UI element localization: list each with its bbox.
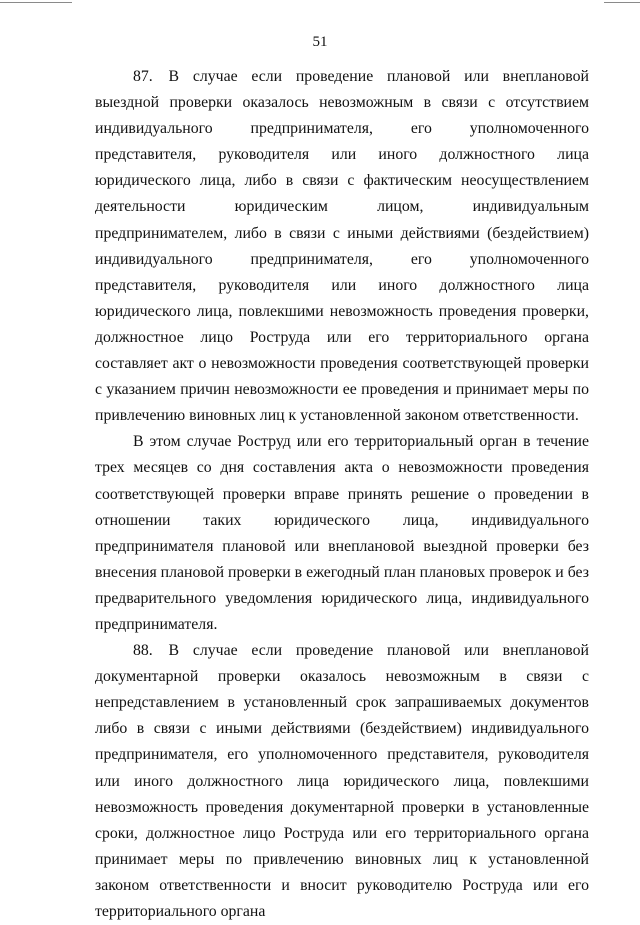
document-body — [95, 64, 589, 925]
page-number: 51 — [312, 34, 328, 50]
paragraph-87-continuation: В этом случае Роструд или его территориальный орган в течение трех месяцев со дня составления акта о невозможности проведения соответствующей проверки вправе принять решение о проведении в отношении таких юридического лица, индивидуального предпринимателя плановой или внеплановой выездной проверки без внесения плановой проверки в ежегодный план плановых проверок и без предварительного уведомления юридического лица, индивидуального предпринимателя. — [95, 433, 589, 633]
scan-edge-line-right — [604, 2, 640, 3]
paragraph-87: 87. В случае если проведение плановой или внеплановой выездной проверки оказалось невозможным в связи с отсутствием индивидуального предпринимателя, его уполномоченного представителя, руководителя или иного должностного лица юридического лица, либо в связи с фактическим неосуществлением деятельности юридическим лицом, индивидуальным предпринимателем, либо в связи с иными действиями (бездействием) индивидуального предпринимателя, его уполномоченного представителя, руководителя или иного должностного лица юридического лица, повлекшими невозможность проведения проверки, должностное лицо Роструда или его территориального органа составляет акт о невозможности проведения соответствующей проверки с указанием причин невозможности ее проведения и принимает меры по привлечению виновных лиц к установленной законом ответственности. — [95, 68, 589, 425]
scan-edge-line-left — [0, 2, 72, 3]
paragraph-88: 88. В случае если проведение плановой или внеплановой документарной проверки оказалось невозможным в связи с непредставлением в установленный срок запрашиваемых документов либо в связи с иными действиями (бездействием) индивидуального предпринимателя, его уполномоченного представителя, руководителя или иного должностного лица юридического лица, повлекшими невозможность проведения документарной проверки в установленные сроки, должностное лицо Роструда или его территориального органа принимает меры по привлечению виновных лиц к установленной законом ответственности и вносит руководителю Роструда или его территориального органа — [95, 642, 589, 920]
